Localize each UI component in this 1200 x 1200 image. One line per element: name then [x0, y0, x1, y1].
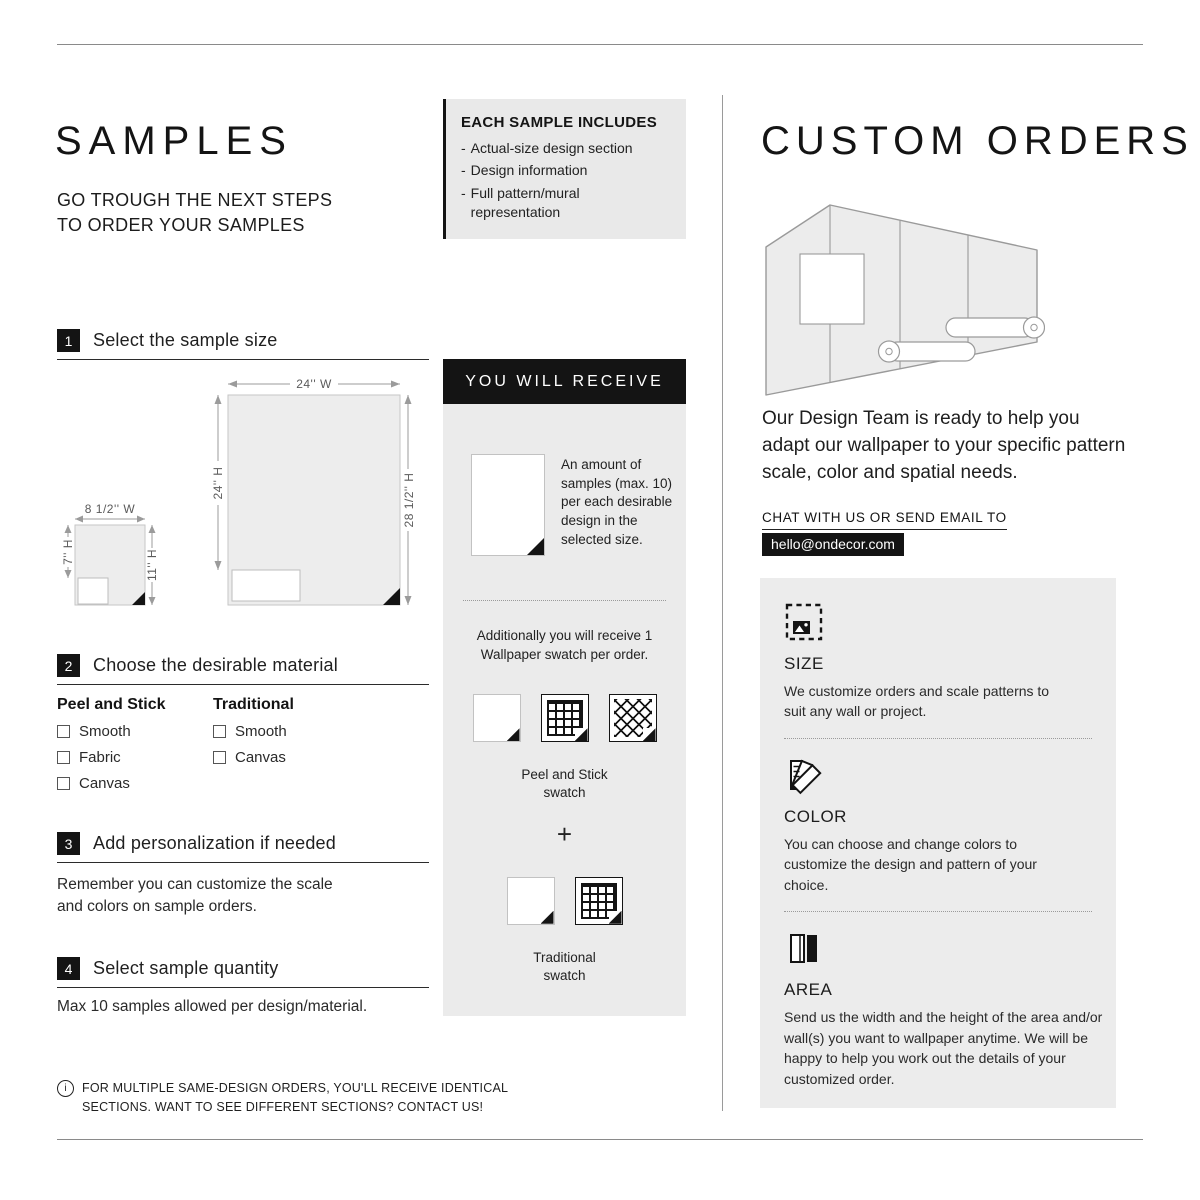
large-sheet-inset [232, 570, 300, 601]
small-height-right-label: 11'' H [145, 548, 159, 582]
step-2-number: 2 [57, 654, 80, 677]
feature-text: Send us the width and the height of the area and/or wall(s) you want to wallpaper anytime. We will be happy to help you work out the details of your customized order. [784, 1009, 1103, 1087]
includes-item [461, 184, 672, 223]
samples-title: SAMPLES [55, 118, 293, 163]
material-title: Traditional [213, 696, 294, 713]
color-swatches-icon [784, 755, 824, 795]
feature-size [784, 602, 1092, 722]
material-option-fabric[interactable] [57, 749, 166, 766]
wallpaper-roll-icon [946, 317, 1045, 338]
contact-email[interactable]: hello@ondecor.com [762, 533, 904, 556]
traditional-swatch-label: Traditional swatch [533, 949, 596, 983]
sample-size-diagram [57, 372, 442, 617]
large-width-label: 24'' W [296, 377, 332, 391]
bottom-divider [57, 1139, 1143, 1140]
step-1 [57, 329, 429, 360]
small-sheet-inset [78, 578, 108, 604]
feature-title: AREA [784, 980, 833, 1000]
checkbox-icon[interactable] [57, 725, 70, 738]
personalization-note: Remember you can customize the scale and colors on sample orders. [57, 876, 333, 915]
step-1-number: 1 [57, 329, 80, 352]
top-divider [57, 44, 1143, 45]
step-3-number: 3 [57, 832, 80, 855]
includes-item [461, 161, 672, 180]
sample-frame [800, 254, 864, 324]
step-4-label: Select sample quantity [93, 958, 279, 978]
step-4 [57, 957, 429, 988]
option-label: Smooth [79, 723, 131, 740]
step-1-label: Select the sample size [93, 330, 278, 350]
includes-box [443, 99, 686, 239]
material-option-smooth[interactable] [213, 723, 294, 740]
contact-instruction: CHAT WITH US OR SEND EMAIL TO [762, 510, 1007, 530]
includes-item [461, 139, 672, 158]
vertical-divider [722, 95, 723, 1111]
footnote [57, 1079, 557, 1118]
large-height-left-label: 24'' H [211, 466, 225, 500]
small-width-label: 8 1/2'' W [84, 502, 136, 516]
wallpaper-roll-icon [879, 341, 976, 362]
sample-sheet-icon [471, 454, 545, 556]
checkbox-icon[interactable] [213, 725, 226, 738]
sample-amount-text: An amount of samples (max. 10) per each desirable design in the selected size. [561, 457, 673, 547]
feature-area [784, 928, 1103, 1089]
grid-swatch-icon [575, 877, 623, 925]
option-label: Fabric [79, 749, 121, 766]
peel-swatch-label: Peel and Stick swatch [521, 767, 608, 801]
small-height-left-label: 7'' H [61, 539, 75, 565]
includes-item-text: - Actual-size design section [470, 140, 633, 156]
feature-title: COLOR [784, 806, 847, 826]
material-option-canvas[interactable] [213, 749, 294, 766]
checkbox-icon[interactable] [57, 777, 70, 790]
dotted-divider [784, 911, 1092, 912]
you-will-receive-header: YOU WILL RECEIVE [443, 359, 686, 404]
dotted-divider [463, 600, 666, 601]
custom-orders-title: CUSTOM ORDERS [761, 118, 1194, 163]
option-label: Canvas [79, 775, 130, 792]
material-option-smooth[interactable] [57, 723, 166, 740]
material-column-traditional [213, 696, 294, 766]
quantity-note: Max 10 samples allowed per design/material. [57, 998, 368, 1015]
dotted-divider [784, 738, 1092, 739]
custom-orders-panel [760, 578, 1116, 1108]
plain-swatch-icon [473, 694, 521, 742]
samples-intro: GO TROUGH THE NEXT STEPS TO ORDER YOUR SAMPLES [57, 190, 333, 236]
crosshatch-swatch-icon [609, 694, 657, 742]
feature-text: We customize orders and scale patterns to suit any wall or project. [784, 683, 1050, 720]
material-option-canvas[interactable] [57, 775, 166, 792]
feature-title: SIZE [784, 654, 824, 673]
option-label: Canvas [235, 749, 286, 766]
option-label: Smooth [235, 723, 287, 740]
you-will-receive-panel [443, 404, 686, 1016]
custom-orders-description: Our Design Team is ready to help you adapt our wallpaper to your specific pattern scale, color and spatial needs. [762, 408, 1126, 483]
includes-title: EACH SAMPLE INCLUDES [461, 114, 658, 131]
step-2 [57, 654, 429, 685]
peel-and-stick-swatch-row [443, 694, 686, 742]
checkbox-icon[interactable] [57, 751, 70, 764]
checkbox-icon[interactable] [213, 751, 226, 764]
feature-color [784, 755, 1092, 895]
includes-item-text: - Design information [470, 162, 588, 179]
step-3-label: Add personalization if needed [93, 833, 336, 853]
step-2-label: Choose the desirable material [93, 655, 338, 675]
wallpaper-wall-illustration [760, 197, 1045, 402]
plain-swatch-icon [507, 877, 555, 925]
includes-item-text: - Full pattern/mural representation [470, 184, 580, 220]
feature-text: You can choose and change colors to customize the design and pattern of your choice. [784, 835, 1037, 893]
additional-swatch-text: Additionally you will receive 1 Wallpaper swatch per order. [476, 628, 653, 662]
plus-sign: + [556, 818, 573, 849]
size-icon [784, 602, 824, 642]
grid-swatch-icon [541, 694, 589, 742]
info-icon [57, 1080, 74, 1097]
step-3 [57, 832, 429, 863]
large-height-right-label: 28 1/2'' H [402, 472, 416, 528]
wallpaper-rolls-icon [784, 928, 824, 968]
step-4-number: 4 [57, 957, 80, 980]
material-title: Peel and Stick [57, 696, 166, 713]
footnote-text: FOR MULTIPLE SAME-DESIGN ORDERS, YOU'LL RECEIVE IDENTICAL SECTIONS. WANT TO SEE DIFFERENT SECTIONS? CONTACT US! [82, 1081, 508, 1115]
material-column-peel-and-stick [57, 696, 166, 792]
traditional-swatch-row [443, 877, 686, 925]
sample-amount-row [471, 454, 676, 556]
